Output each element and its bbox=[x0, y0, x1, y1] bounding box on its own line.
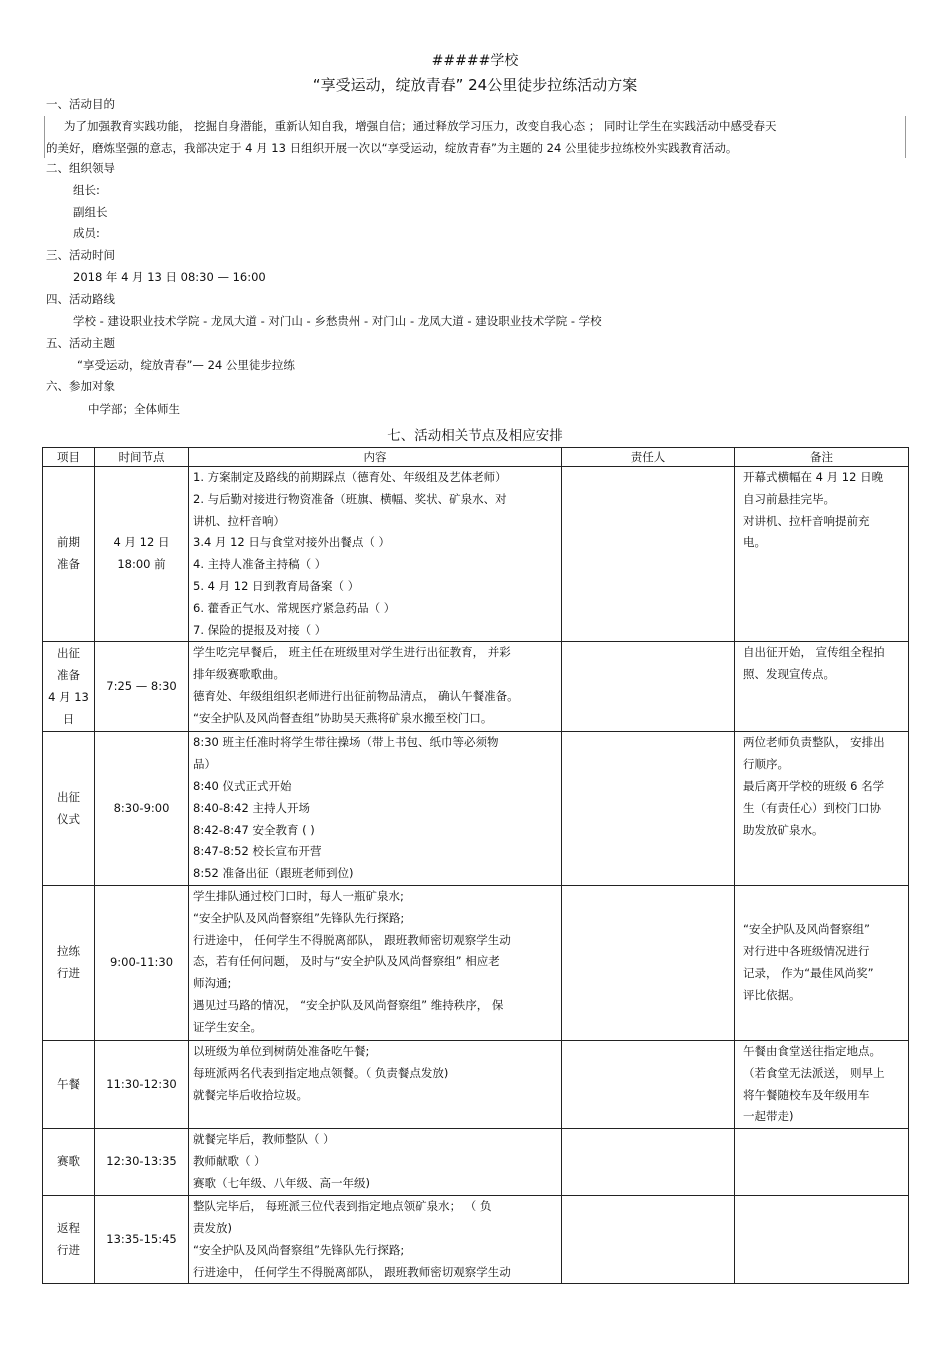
cell-content-line: 学生排队通过校门口时，每人一瓶矿泉水; bbox=[193, 888, 404, 903]
cell-content-line: 整队完毕后， 每班派三位代表到指定地点领矿泉水； （ 负 bbox=[193, 1199, 492, 1214]
cell-content-line: “安全护队及风尚督查组”协助吴天燕将矿泉水搬至校门口。 bbox=[193, 710, 493, 725]
cell-content-line: 8:40 仪式正式开始 bbox=[193, 778, 292, 793]
cell-item-line: 行进 bbox=[57, 965, 80, 980]
cell-note bbox=[735, 642, 909, 732]
cell-content-line: 德育处、年级组组织老师进行出征前物品清点， 确认午餐准备。 bbox=[193, 688, 519, 703]
cell-content-line: 6. 藿香正气水、常规医疗紧急药品（ ） bbox=[193, 600, 396, 615]
section-time-heading: 三、活动时间 bbox=[46, 248, 115, 262]
cell-person bbox=[562, 1129, 735, 1196]
cell-content-line: 8:52 准备出征（跟班老师到位) bbox=[193, 866, 354, 881]
cell-note bbox=[735, 1129, 909, 1196]
cell-time-line: 18:00 前 bbox=[117, 557, 166, 572]
cell-time bbox=[95, 885, 189, 1040]
cell-note-line: 将午餐随校车及年级用车 bbox=[743, 1087, 870, 1102]
cell-content-line: 2. 与后勤对接进行物资准备（班旗、横幅、奖状、矿泉水、对 bbox=[193, 491, 507, 506]
cell-content-line: 行进途中， 任何学生不得脱离部队， 跟班教师密切观察学生动 bbox=[193, 1264, 511, 1279]
cell-time-line: 12:30-13:35 bbox=[106, 1154, 177, 1169]
cell-content-line: 讲机、拉杆音响） bbox=[193, 513, 285, 528]
cell-content-line: 态，若有任何问题， 及时与“安全护队及风尚督察组” 相应老 bbox=[193, 954, 500, 969]
cell-person bbox=[562, 1196, 735, 1284]
section-organization-heading: 二、组织领导 bbox=[46, 161, 115, 175]
cell-item bbox=[43, 1040, 95, 1128]
cell-content bbox=[189, 467, 562, 642]
cell-item-line: 行进 bbox=[57, 1242, 80, 1257]
cell-note-line: “安全护队及风尚督察组” bbox=[743, 922, 870, 937]
cell-note bbox=[735, 1196, 909, 1284]
cell-time bbox=[95, 1196, 189, 1284]
cell-content-line: 就餐完毕后，教师整队（ ） bbox=[193, 1132, 335, 1147]
cell-note bbox=[735, 1040, 909, 1128]
cell-time bbox=[95, 467, 189, 642]
cell-item-line: 准备 bbox=[57, 668, 80, 683]
table-header-row bbox=[43, 448, 909, 467]
table-row bbox=[43, 642, 909, 732]
cell-item-line: 前期 bbox=[57, 535, 80, 550]
cell-note-line: 最后离开学校的班级 6 名学 bbox=[743, 778, 885, 793]
schedule-table-body bbox=[43, 467, 909, 1284]
cell-item-line: 出征 bbox=[57, 646, 80, 661]
org-members: 成员: bbox=[73, 226, 100, 240]
cell-item bbox=[43, 885, 95, 1040]
section-purpose-heading: 一、活动目的 bbox=[46, 97, 115, 111]
cell-item-line: 准备 bbox=[57, 557, 80, 572]
cell-person bbox=[562, 642, 735, 732]
cell-note bbox=[735, 732, 909, 886]
purpose-line-1: 为了加强教育实践功能， 挖掘自身潜能，重新认知自我，增强自信；通过释放学习压力，改变自我心态 ； 同时让学生在实践活动中感受春天 bbox=[64, 119, 777, 133]
cell-content-line: 遇见过马路的情况， “安全护队及风尚督察组” 维持秩序， 保 bbox=[193, 997, 504, 1012]
cell-content-line: 7. 保险的提报及对接（ ） bbox=[193, 622, 327, 637]
header-content: 内容 bbox=[189, 448, 562, 467]
table-row bbox=[43, 732, 909, 886]
section-theme-heading: 五、活动主题 bbox=[46, 336, 115, 350]
section-participants-heading: 六、参加对象 bbox=[46, 379, 115, 393]
cell-content-line: “安全护队及风尚督察组”先锋队先行探路; bbox=[193, 910, 405, 925]
cell-item-line: 拉练 bbox=[57, 944, 80, 959]
cell-content-line: 8:47-8:52 校长宣布开营 bbox=[193, 844, 322, 859]
table-row bbox=[43, 1040, 909, 1128]
cell-note-line: （若食堂无法派送， 则早上 bbox=[743, 1065, 885, 1080]
section-schedule-heading: 七、活动相关节点及相应安排 bbox=[387, 428, 563, 444]
cell-content-line: 教师献歌（ ） bbox=[193, 1153, 266, 1168]
cell-content-line: “安全护队及风尚督察组”先锋队先行探路; bbox=[193, 1242, 405, 1257]
cell-content-line: 品） bbox=[193, 757, 216, 772]
table-row bbox=[43, 1196, 909, 1284]
cell-note bbox=[735, 885, 909, 1040]
cell-item-line: 返程 bbox=[57, 1220, 80, 1235]
cell-content bbox=[189, 642, 562, 732]
cell-person bbox=[562, 1040, 735, 1128]
cell-person bbox=[562, 467, 735, 642]
cell-content-line: 就餐完毕后收拾垃圾。 bbox=[193, 1087, 308, 1102]
cell-time bbox=[95, 1129, 189, 1196]
cell-content bbox=[189, 1040, 562, 1128]
cell-time-line: 7:25 — 8:30 bbox=[106, 678, 177, 693]
header-person: 责任人 bbox=[562, 448, 735, 467]
header-note: 备注 bbox=[735, 448, 909, 467]
cell-content-line: 责发放) bbox=[193, 1220, 232, 1235]
cell-item-line: 赛歌 bbox=[57, 1154, 80, 1169]
cell-note-line: 自出征开始， 宣传组全程拍 bbox=[743, 645, 885, 660]
cell-content-line: 8:30 班主任准时将学生带往操场（带上书包、纸巾等必须物 bbox=[193, 735, 499, 750]
cell-content-line: 行进途中， 任何学生不得脱离部队， 跟班教师密切观察学生动 bbox=[193, 932, 511, 947]
cell-content-line: 学生吃完早餐后， 班主任在班级里对学生进行出征教育， 并彩 bbox=[193, 645, 511, 660]
cell-note-line: 助发放矿泉水。 bbox=[743, 822, 824, 837]
school-name: #####学校 bbox=[431, 53, 519, 69]
cell-content-line: 8:40-8:42 主持人开场 bbox=[193, 800, 310, 815]
cell-content-line: 5. 4 月 12 日到教育局备案（ ） bbox=[193, 578, 360, 593]
table-row bbox=[43, 885, 909, 1040]
cell-note-line: 照、发现宣传点。 bbox=[743, 667, 835, 682]
cell-item-line: 出征 bbox=[57, 789, 80, 804]
cell-note-line: 两位老师负责整队， 安排出 bbox=[743, 735, 885, 750]
cell-time bbox=[95, 732, 189, 886]
schedule-table bbox=[42, 447, 909, 1284]
table-row bbox=[43, 1129, 909, 1196]
cell-note-line: 对讲机、拉杆音响提前充 bbox=[743, 513, 870, 528]
section-route-heading: 四、活动路线 bbox=[46, 292, 115, 306]
cell-time-line: 4 月 12 日 bbox=[113, 535, 170, 550]
table-row bbox=[43, 467, 909, 642]
cell-time-line: 9:00-11:30 bbox=[109, 955, 174, 970]
header-time: 时间节点 bbox=[95, 448, 189, 467]
cell-time bbox=[95, 642, 189, 732]
cell-note bbox=[735, 467, 909, 642]
cell-note-line: 午餐由食堂送往指定地点。 bbox=[743, 1043, 881, 1058]
cell-content-line: 4. 主持人准备主持稿（ ） bbox=[193, 557, 327, 572]
cell-note-line: 自习前悬挂完毕。 bbox=[743, 491, 835, 506]
org-leader: 组长: bbox=[73, 183, 100, 197]
cell-content bbox=[189, 1196, 562, 1284]
cell-time-line: 11:30-12:30 bbox=[106, 1076, 177, 1091]
cell-time bbox=[95, 1040, 189, 1128]
cell-content-line: 以班级为单位到树荫处准备吃午餐; bbox=[193, 1043, 370, 1058]
cell-note-line: 行顺序。 bbox=[743, 757, 789, 772]
cell-content-line: 赛歌（七年级、八年级、高一年级) bbox=[193, 1175, 370, 1190]
cell-content-line: 3.4 月 12 日与食堂对接外出餐点（ ） bbox=[193, 535, 391, 550]
cell-note-line: 评比依据。 bbox=[743, 987, 801, 1002]
cell-content-line: 8:42-8:47 安全教育 ( ) bbox=[193, 822, 315, 837]
cell-note-line: 对行进中各班级情况进行 bbox=[743, 944, 870, 959]
activity-theme: “享受运动，绽放青春”— 24 公里徒步拉练 bbox=[77, 358, 295, 372]
cell-content-line: 1. 方案制定及路线的前期踩点（德育处、年级组及艺体老师） bbox=[193, 470, 507, 484]
cell-content bbox=[189, 885, 562, 1040]
cell-note-line: 开幕式横幅在 4 月 12 日晚 bbox=[743, 470, 884, 484]
cell-content bbox=[189, 732, 562, 886]
participants: 中学部；全体师生 bbox=[88, 402, 180, 416]
cell-note-line: 电。 bbox=[743, 535, 766, 550]
cell-item bbox=[43, 467, 95, 642]
cell-person bbox=[562, 732, 735, 886]
cell-item bbox=[43, 1129, 95, 1196]
activity-time: 2018 年 4 月 13 日 08:30 — 16:00 bbox=[73, 270, 266, 284]
org-deputy: 副组长 bbox=[73, 205, 108, 219]
document-title: “享受运动，绽放青春” 24公里徒步拉练活动方案 bbox=[312, 76, 638, 94]
cell-content-line: 每班派两名代表到指定地点领餐。（ 负责餐点发放) bbox=[193, 1065, 449, 1080]
cell-content-line: 证学生安全。 bbox=[193, 1019, 262, 1034]
cell-item-line: 仪式 bbox=[57, 811, 80, 826]
cell-content-line: 师沟通; bbox=[193, 976, 232, 991]
cell-time-line: 13:35-15:45 bbox=[106, 1231, 177, 1246]
header-item: 项目 bbox=[43, 448, 95, 467]
cell-item-line: 午餐 bbox=[57, 1076, 80, 1091]
cell-note-line: 一起带走) bbox=[743, 1109, 794, 1124]
cell-item-line: 日 bbox=[62, 711, 75, 726]
cell-item bbox=[43, 642, 95, 732]
purpose-line-2: 的美好，磨炼坚强的意志，我部决定于 4 月 13 日组织开展一次以“享受运动，绽放青春”为主题的 24 公里徒步拉练校外实践教育活动。 bbox=[46, 141, 738, 155]
cell-person bbox=[562, 885, 735, 1040]
cell-content-line: 排年级赛歌歌曲。 bbox=[193, 667, 285, 682]
cell-time-line: 8:30-9:00 bbox=[113, 800, 170, 815]
cell-content bbox=[189, 1129, 562, 1196]
cell-item bbox=[43, 1196, 95, 1284]
cell-note-line: 记录， 作为“最佳风尚奖” bbox=[743, 965, 874, 980]
cell-item bbox=[43, 732, 95, 886]
activity-route: 学校 - 建设职业技术学院 - 龙凤大道 - 对门山 - 乡愁贵州 - 对门山 - 龙凤大道 - 建设职业技术学院 - 学校 bbox=[73, 314, 602, 328]
cell-item-line: 4 月 13 bbox=[48, 689, 89, 704]
cell-note-line: 生（有责任心）到校门口协 bbox=[743, 800, 881, 815]
